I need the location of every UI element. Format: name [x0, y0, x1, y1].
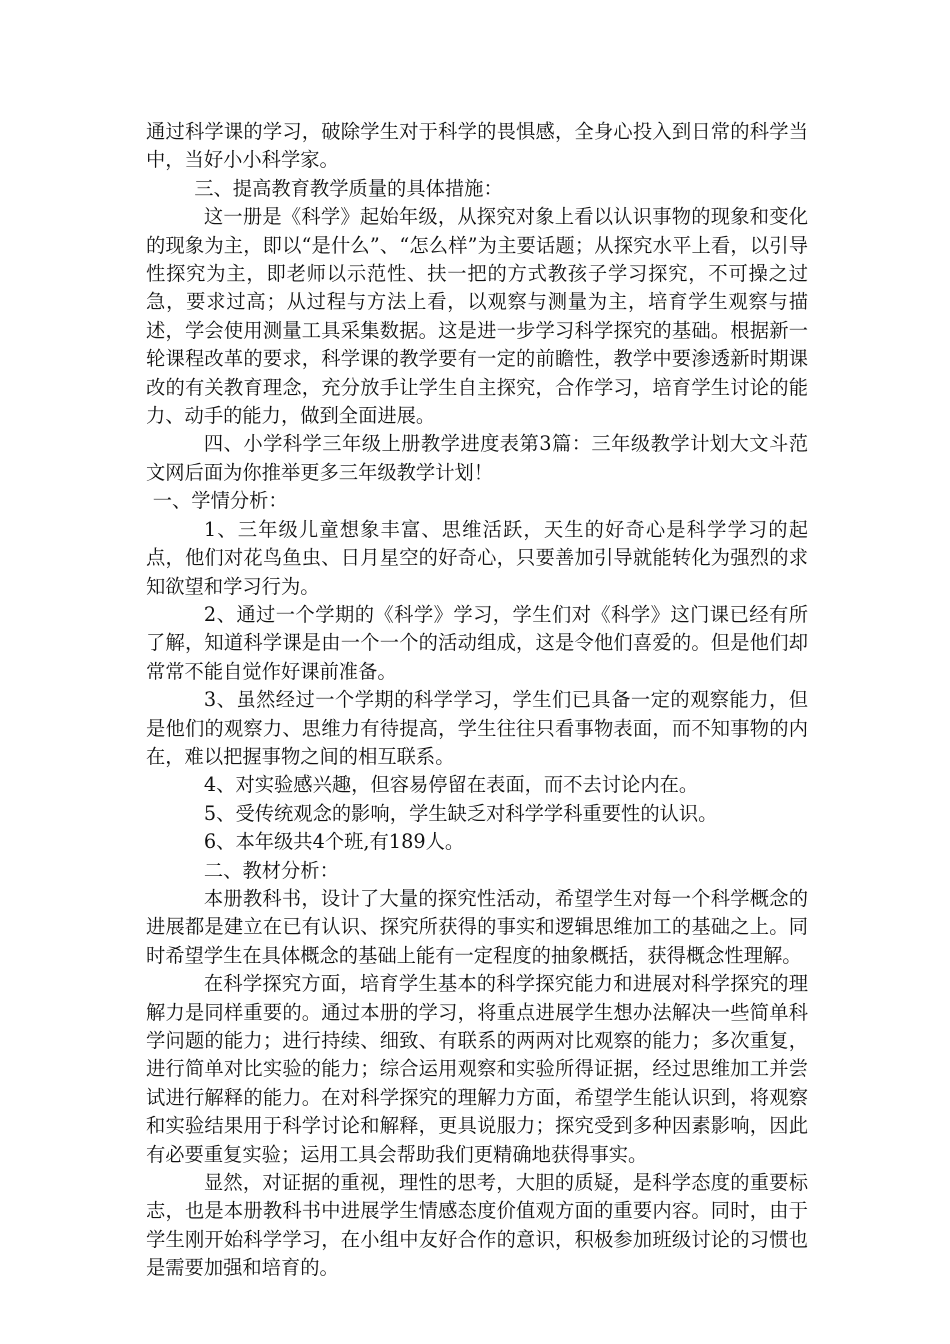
- paragraph-textbook-3: 显然，对证据的重视，理性的思考，大胆的质疑，是科学态度的重要标志，也是本册教科书中进展学生情感态度价值观方面的重要内容。同时，由于学生刚开始科学学习，在小组中友好合作的意识，积极参加班级讨论的习惯也是需要加强和培育的。: [146, 1171, 808, 1280]
- heading-section-four: 四、小学科学三年级上册教学进度表第3篇：三年级教学计划大文斗范文网后面为你推举更多三年级教学计划！: [146, 432, 808, 484]
- paragraph-student-4: 4、对实验感兴趣，但容易停留在表面，而不去讨论内在。: [203, 773, 699, 797]
- heading-section-three: 三、提高教育教学质量的具体措施：: [194, 176, 503, 200]
- paragraph-measures: 这一册是《科学》起始年级，从探究对象上看以认识事物的现象和变化的现象为主，即以“是什么”、“怎么样”为主要话题；从探究水平上看，以引导性探究为主，即老师以示范性、扶一把的方式教孩子学习探究，不可操之过急，要求过高；从过程与方法上看，以观察与测量为主，培育学生观察与描述，学会使用测量工具采集数据。这是进一步学习科学探究的基础。根据新一轮课程改革的要求，科学课的教学要有一定的前瞻性，教学中要渗透新时期课改的有关教育理念，充分放手让学生自主探究，合作学习，培育学生讨论的能力、动手的能力，做到全面进展。: [146, 205, 808, 428]
- paragraph-textbook-1: 本册教科书，设计了大量的探究性活动，希望学生对每一个科学概念的进展都是建立在已有认识、探究所获得的事实和逻辑思维加工的基础之上。同时希望学生在具体概念的基础上能有一定程度的抽象概括，获得概念性理解。: [146, 886, 808, 967]
- paragraph-student-3: 3、虽然经过一个学期的科学学习，学生们已具备一定的观察能力，但是他们的观察力、思维力有待提高，学生往往只看事物表面，而不知事物的内在，难以把握事物之间的相互联系。: [146, 688, 808, 768]
- heading-student-analysis: 一、学情分析：: [152, 489, 288, 513]
- heading-textbook-analysis: 二、教材分析：: [203, 858, 339, 882]
- paragraph-student-1: 1、三年级儿童想象丰富、思维活跃，天生的好奇心是科学学习的起点，他们对花鸟鱼虫、日月星空的好奇心，只要善加引导就能转化为强烈的求知欲望和学习行为。: [146, 517, 808, 598]
- paragraph-student-6: 6、本年级共4个班,有189人。: [203, 830, 465, 854]
- document-page: [146, 118, 808, 1283]
- paragraph-student-2: 2、通过一个学期的《科学》学习，学生们对《科学》这门课已经有所了解，知道科学课是由一个一个的活动组成，这是令他们喜爱的。但是他们却常常不能自觉作好课前准备。: [146, 602, 808, 683]
- paragraph-intro-continued: 通过科学课的学习，破除学生对于科学的畏惧感，全身心投入到日常的科学当中，当好小小科学家。: [146, 120, 808, 172]
- paragraph-student-5: 5、受传统观念的影响，学生缺乏对科学学科重要性的认识。: [203, 801, 718, 825]
- paragraph-textbook-2: 在科学探究方面，培育学生基本的科学探究能力和进展对科学探究的理解力是同样重要的。通过本册的学习，将重点进展学生想办法解决一些简单科学问题的能力；进行持续、细致、有联系的两两对比观察的能力；多次重复，进行简单对比实验的能力；综合运用观察和实验所得证据，经过思维加工并尝试进行解释的能力。在对科学探究的理解力方面，希望学生能认识到，将观察和实验结果用于科学讨论和解释，更具说服力；探究受到多种因素影响，因此有必要重复实验；运用工具会帮助我们更精确地获得事实。: [146, 972, 808, 1166]
